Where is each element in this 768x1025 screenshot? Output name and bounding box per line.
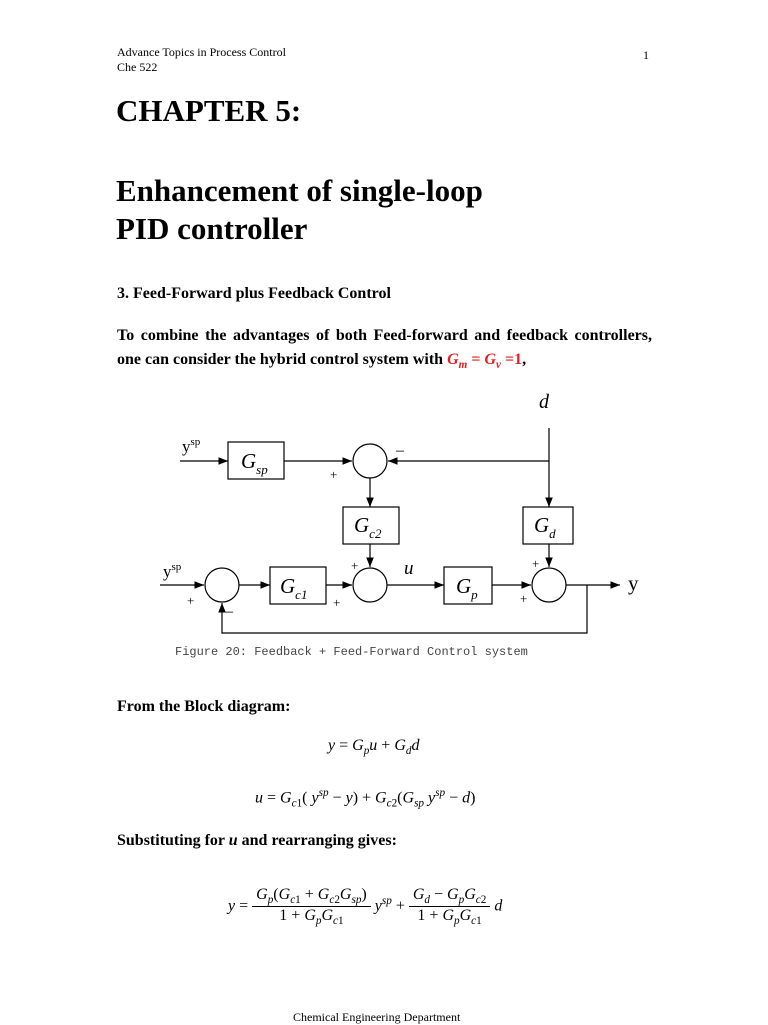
substitution-text: Substituting for u and rearranging gives: [117,832,397,849]
minus-sign: – [396,442,404,459]
label-u: u [404,558,414,579]
plus-sign: + [520,591,528,606]
equation-control-signal: $u = G_{c1}$( $y^{sp} - y) + G_{c2}(G_{sp}$ $y^{sp} - d$) [255,787,476,810]
course-title: Advance Topics in Process Control [117,45,286,59]
figure-caption: Figure 20: Feedback + Feed-Forward Control system [175,645,528,659]
intro-text: To combine the advantages of both Feed-forward and feedback controllers, one can consider the hybrid control system with [117,327,652,368]
block-diagram [0,380,768,640]
intro-paragraph: To combine the advantages of both Feed-forward and feedback controllers, one can consider the hybrid control system with $G_m = G_v =1$, [117,327,652,372]
subsection-title: 3. Feed-Forward plus Feedback Control [117,285,391,302]
label-setpoint-top: $y^{sp}$ [182,436,201,456]
footer-department: Chemical Engineering Department [293,1010,461,1024]
label-output: y [628,571,639,595]
plus-sign: + [532,556,540,571]
gc2-label: $G_{c2}$ [354,513,382,541]
condition-expression: $G_m = G_v =1$ [447,351,523,372]
summing-junction-output [532,568,566,602]
chapter-title: CHAPTER 5: [116,93,302,128]
plus-sign: + [351,558,359,573]
minus-sign: – [225,603,233,620]
gp-label: $G_p$ [456,574,478,602]
gd-label: $G_d$ [534,513,556,541]
label-setpoint-main: $y^{sp}$ [163,561,182,581]
plus-sign: + [333,595,341,610]
summing-junction-controller [353,568,387,602]
summing-junction-top [353,444,387,478]
equation-closed-loop: y = $\frac{G_p(G_{c1} + G_{c2}G_{sp})}{1 + G_pG_{c1}}$ $y^{sp}$ + $\frac{G_d - G_pG_{c2}}{1 + G_pG_{c1}}$ d [228,886,503,928]
plus-sign: + [330,467,338,482]
course-code: Che 522 [117,60,158,74]
plus-sign: + [187,593,195,608]
page-number: 1 [643,48,649,62]
block-diagram-intro: From the Block diagram: [117,698,291,715]
gsp-label: $G_{sp}$ [241,449,268,477]
label-disturbance: d [539,391,549,413]
equation-output: $y = G_pu + G_dd$ [328,737,420,758]
summing-junction-feedback [205,568,239,602]
section-title-line2: PID controller [116,211,308,246]
gc1-label: $G_{c1}$ [280,574,308,602]
section-title-line1: Enhancement of single-loop [116,173,483,208]
